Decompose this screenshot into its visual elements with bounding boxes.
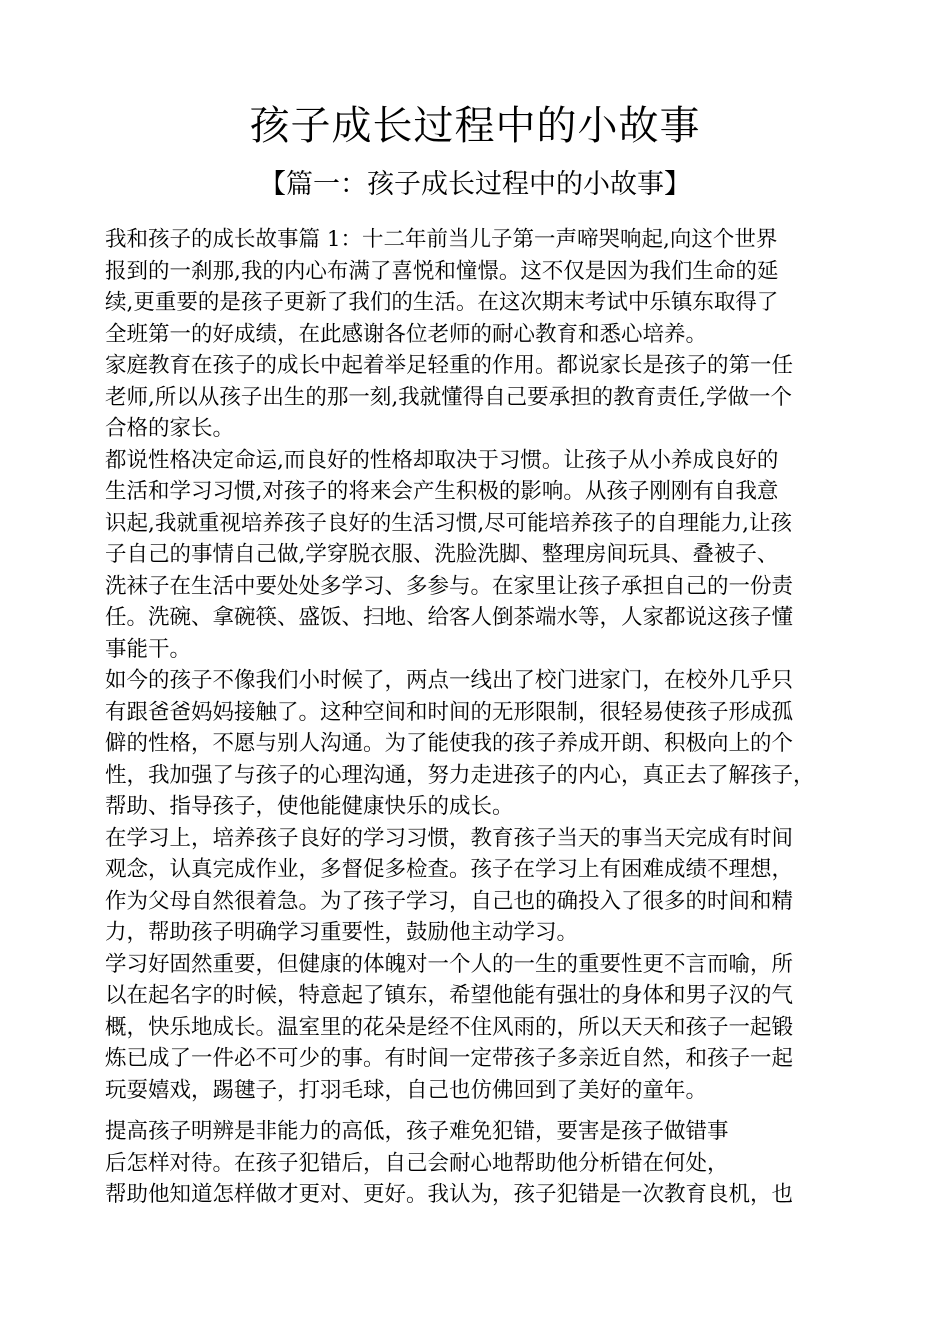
document-subtitle: 【篇一：孩子成长过程中的小故事】 (259, 169, 691, 200)
body-line: 以在起名字的时候，特意起了镇东，希望他能有强壮的身体和男子汉的气 (105, 983, 794, 1008)
body-line: 性，我加强了与孩子的心理沟通，努力走进孩子的内心，真正去了解孩子， (105, 762, 815, 788)
body-line: 全班第一的好成绩，在此感谢各位老师的耐心教育和悉心培养。 (105, 321, 708, 347)
body-line: 合格的家长。 (105, 416, 235, 441)
body-line: 老师,所以从孩子出生的那一刻,我就懂得自己要承担的教育责任,学做一个 (105, 384, 793, 410)
body-line: 都说性格决定命运,而良好的性格却取决于习惯。让孩子从小养成良好的 (105, 447, 779, 473)
document-body (105, 224, 865, 1211)
body-line: 我和孩子的成长故事篇 1：十二年前当儿子第一声啼哭响起,向这个世界 (105, 227, 778, 252)
body-line: 洗袜子在生活中要处处多学习、多参与。在家里让孩子承担自己的一份责 (105, 573, 794, 599)
paragraph-gap (105, 1106, 865, 1116)
body-line: 家庭教育在孩子的成长中起着举足轻重的作用。都说家长是孩子的第一任 (105, 353, 794, 378)
body-line: 报到的一刹那,我的内心布满了喜悦和憧憬。这不仅是因为我们生命的延 (105, 258, 779, 284)
body-line: 学习好固然重要，但健康的体魄对一个人的一生的重要性更不言而喻，所 (105, 951, 794, 977)
body-line: 后怎样对待。在孩子犯错后，自己会耐心地帮助他分析错在何处， (105, 1150, 729, 1176)
body-line: 帮助他知道怎样做才更对、更好。我认为，孩子犯错是一次教育良机，也 (105, 1182, 794, 1207)
body-line: 力，帮助孩子明确学习重要性，鼓励他主动学习。 (105, 920, 579, 945)
body-line: 识起,我就重视培养孩子良好的生活习惯,尽可能培养孩子的自理能力,让孩 (105, 510, 793, 536)
body-line: 僻的性格，不愿与别人沟通。为了能使我的孩子养成开朗、积极向上的个 (105, 731, 794, 756)
body-line: 生活和学习习惯,对孩子的将来会产生积极的影响。从孩子刚刚有自我意 (105, 479, 779, 504)
body-line: 事能干。 (105, 636, 192, 662)
body-line: 如今的孩子不像我们小时候了，两点一线出了校门进家门，在校外几乎只 (105, 668, 794, 693)
document-title: 孩子成长过程中的小故事 (249, 103, 701, 149)
body-line: 玩耍嬉戏，踢毽子，打羽毛球，自己也仿佛回到了美好的童年。 (105, 1077, 708, 1103)
body-line: 续,更重要的是孩子更新了我们的生活。在这次期末考试中乐镇东取得了 (105, 290, 779, 315)
body-line: 观念，认真完成作业，多督促多检查。孩子在学习上有困难成绩不理想， (105, 857, 794, 882)
body-line: 作为父母自然很着急。为了孩子学习，自己也的确投入了很多的时间和精 (105, 888, 794, 914)
body-line: 概，快乐地成长。温室里的花朵是经不住风雨的，所以天天和孩子一起锻 (105, 1014, 794, 1040)
body-line: 帮助、指导孩子，使他能健康快乐的成长。 (105, 794, 514, 819)
body-line: 有跟爸爸妈妈接触了。这种空间和时间的无形限制，很轻易使孩子形成孤 (105, 699, 794, 725)
body-line: 子自己的事情自己做,学穿脱衣服、洗脸洗脚、整理房间玩具、叠被子、 (105, 542, 779, 567)
body-line: 任。洗碗、拿碗筷、盛饭、扫地、给客人倒茶端水等，人家都说这孩子懂 (105, 605, 794, 630)
body-line: 提高孩子明辨是非能力的高低，孩子难免犯错，要害是孩子做错事 (105, 1119, 729, 1144)
body-line: 在学习上，培养孩子良好的学习习惯，教育孩子当天的事当天完成有时间 (105, 825, 794, 851)
body-line: 炼已成了一件必不可少的事。有时间一定带孩子多亲近自然，和孩子一起 (105, 1046, 794, 1071)
